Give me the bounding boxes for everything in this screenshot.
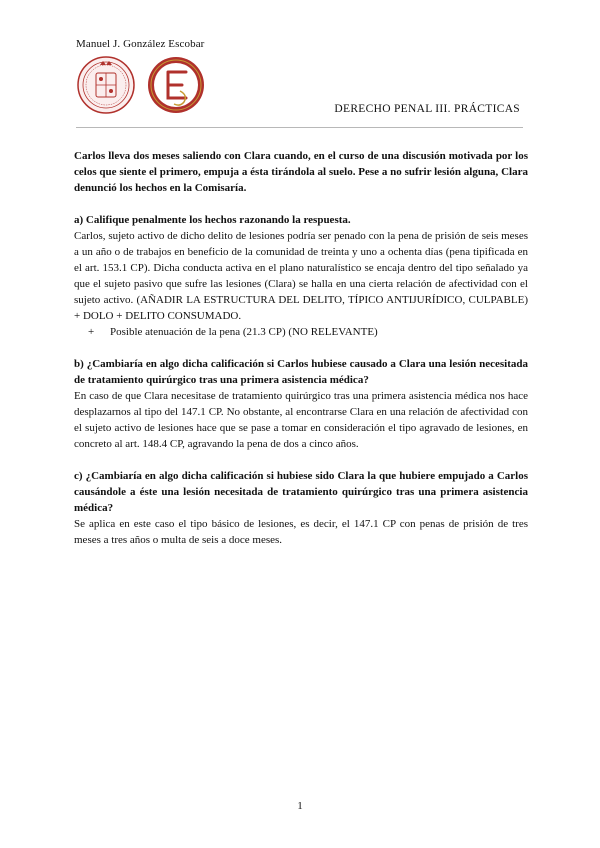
question-a: a) Califique penalmente los hechos razonando la respuesta.: [74, 214, 351, 226]
author-name: Manuel J. González Escobar: [76, 38, 205, 50]
question-c: c) ¿Cambiaría en algo dicha calificación si hubiese sido Clara la que hubiere empujado a Carlos causándole a éste una lesión necesitada de tratamiento quirúrgico tras una primera asistencia médica?: [74, 470, 528, 514]
case-statement: Carlos lleva dos meses saliendo con Clara cuando, en el curso de una discusión motivada por los celos que siente el primero, empuja a ésta tirándola al suelo. Pese a no sufrir lesión alguna, Clara denunció los hechos en la Comisaría.: [74, 150, 528, 194]
course-title: DERECHO PENAL III. PRÁCTICAS: [334, 103, 520, 115]
answer-a: Carlos, sujeto activo de dicho delito de lesiones podría ser penado con la pena de prisión de seis meses a un año o de trabajos en beneficio de la comunidad de treinta y uno a ochenta días (pena tipificada en el art. 153.1 CP). Dicha conducta activa en el plano naturalístico se encaja dentro del tipo señalado ya que el sujeto pasivo que sufre las lesiones (Clara) se halla en una cierta relación de afectividad con el sujeto activo. (AÑADIR LA ESTRUCTURA DEL DELITO, TÍPICO ANTIJURÍDICO, CULPABLE) + DOLO + DELITO CONSUMADO.: [74, 230, 528, 322]
header-divider: [76, 127, 523, 128]
university-logos: [76, 55, 216, 115]
document-body: [74, 148, 528, 548]
faculty-emblem-logo: [148, 57, 204, 113]
question-b: b) ¿Cambiaría en algo dicha calificación si Carlos hubiese causado a Clara una lesión necesitada de tratamiento quirúrgico tras una primera asistencia médica?: [74, 358, 528, 386]
bullet-text: Posible atenuación de la pena (21.3 CP) (NO RELEVANTE): [110, 326, 378, 338]
university-seal-logo: [78, 57, 134, 113]
list-item: [74, 324, 528, 340]
answer-c: Se aplica en este caso el tipo básico de lesiones, es decir, el 147.1 CP con penas de prisión de tres meses a tres años o multa de seis a doce meses.: [74, 518, 528, 546]
page-number: 1: [297, 800, 303, 812]
answer-b: En caso de que Clara necesitase de tratamiento quirúrgico tras una primera asistencia médica nos hace desplazarnos al tipo del 147.1 CP. No obstante, al encontrarse Clara en una relación de afectividad con el sujeto activo de lesiones hace que se pase a tomar en consideración el tipo agravado de lesiones, en concreto al art. 148.4 CP, agravando la pena de dos a cinco años.: [74, 390, 528, 450]
bullet-marker: +: [88, 326, 95, 338]
